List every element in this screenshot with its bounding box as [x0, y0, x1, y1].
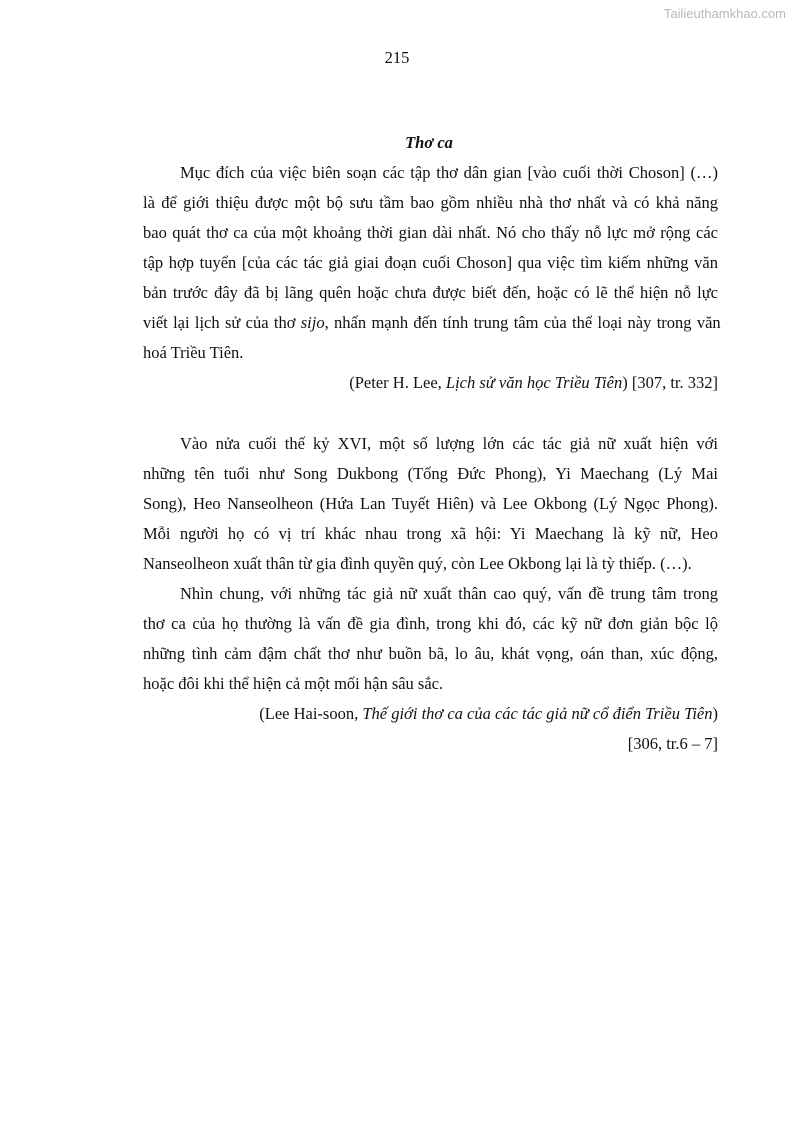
text-line: hoá Triều Tiên. — [143, 343, 244, 362]
citation-ref: [306, tr.6 – 7] — [627, 734, 718, 753]
book-title: Thế giới thơ ca của các tác giả nữ cổ điển Triều Tiên — [362, 704, 713, 723]
text-line: Nanseolheon xuất thân từ gia đình quyền quý, còn Lee Okbong lại là tỳ thiếp. (…). — [143, 554, 692, 573]
book-title: Lịch sử văn học Triều Tiên — [445, 373, 623, 392]
text: (Lee Hai-soon, — [259, 704, 363, 723]
text-line: Mục đích của việc biên soạn các tập thơ dân gian [vào cuối thời Choson] (…) — [180, 163, 718, 182]
text-line: bao quát thơ ca của một khoảng thời gian dài nhất. Nó cho thấy nỗ lực mở rộng các — [143, 223, 718, 242]
text: viết lại lịch sử của thơ — [143, 313, 301, 332]
text-line: Vào nửa cuối thế kỷ XVI, một số lượng lớn các tác giả nữ xuất hiện với — [180, 434, 718, 453]
text-line: Song), Heo Nanseolheon (Hứa Lan Tuyết Hiên) và Lee Okbong (Lý Ngọc Phong). — [143, 494, 718, 513]
citation — [143, 703, 718, 725]
text-line: tập hợp tuyển [của các tác giả giai đoạn cuối Choson] qua việc tìm kiếm những văn — [143, 253, 718, 272]
text-line: những tình cảm đậm chất thơ như buồn bã, lo âu, khát vọng, oán than, xúc động, — [143, 644, 718, 663]
text-line: là để giới thiệu được một bộ sưu tầm bao gồm nhiều nhà thơ nhất và có khả năng — [143, 193, 718, 212]
text-italic: sijo — [300, 313, 325, 332]
text-line: thơ ca của họ thường là vấn đề gia đình, trong khi đó, các kỹ nữ đơn giản bộc lộ — [143, 614, 718, 633]
text: ) — [712, 704, 718, 723]
watermark: Tailieuthamkhao.com — [663, 6, 786, 21]
text: ) [307, tr. 332] — [622, 373, 718, 392]
page-number: 215 — [384, 48, 410, 67]
text-line — [143, 312, 721, 334]
text: , nhấn mạnh đến tính trung tâm của thể loại này trong văn — [324, 313, 721, 332]
section-title: Thơ ca — [405, 133, 453, 152]
text-line: hoặc đôi khi thể hiện cả một mối hận sâu sắc. — [143, 674, 444, 693]
text-line: những tên tuổi như Song Dukbong (Tống Đức Phong), Yi Maechang (Lý Mai — [143, 464, 718, 483]
text-line: Nhìn chung, với những tác giả nữ xuất thân cao quý, vấn đề trung tâm trong — [180, 584, 718, 603]
text-line: Mỗi người họ có vị trí khác nhau trong xã hội: Yi Maechang là kỹ nữ, Heo — [143, 524, 718, 543]
citation — [143, 372, 718, 394]
text-line: bản trước đây đã bị lãng quên hoặc chưa được biết đến, hoặc có lẽ thể hiện nỗ lực — [143, 283, 718, 302]
text: (Peter H. Lee, — [349, 373, 446, 392]
